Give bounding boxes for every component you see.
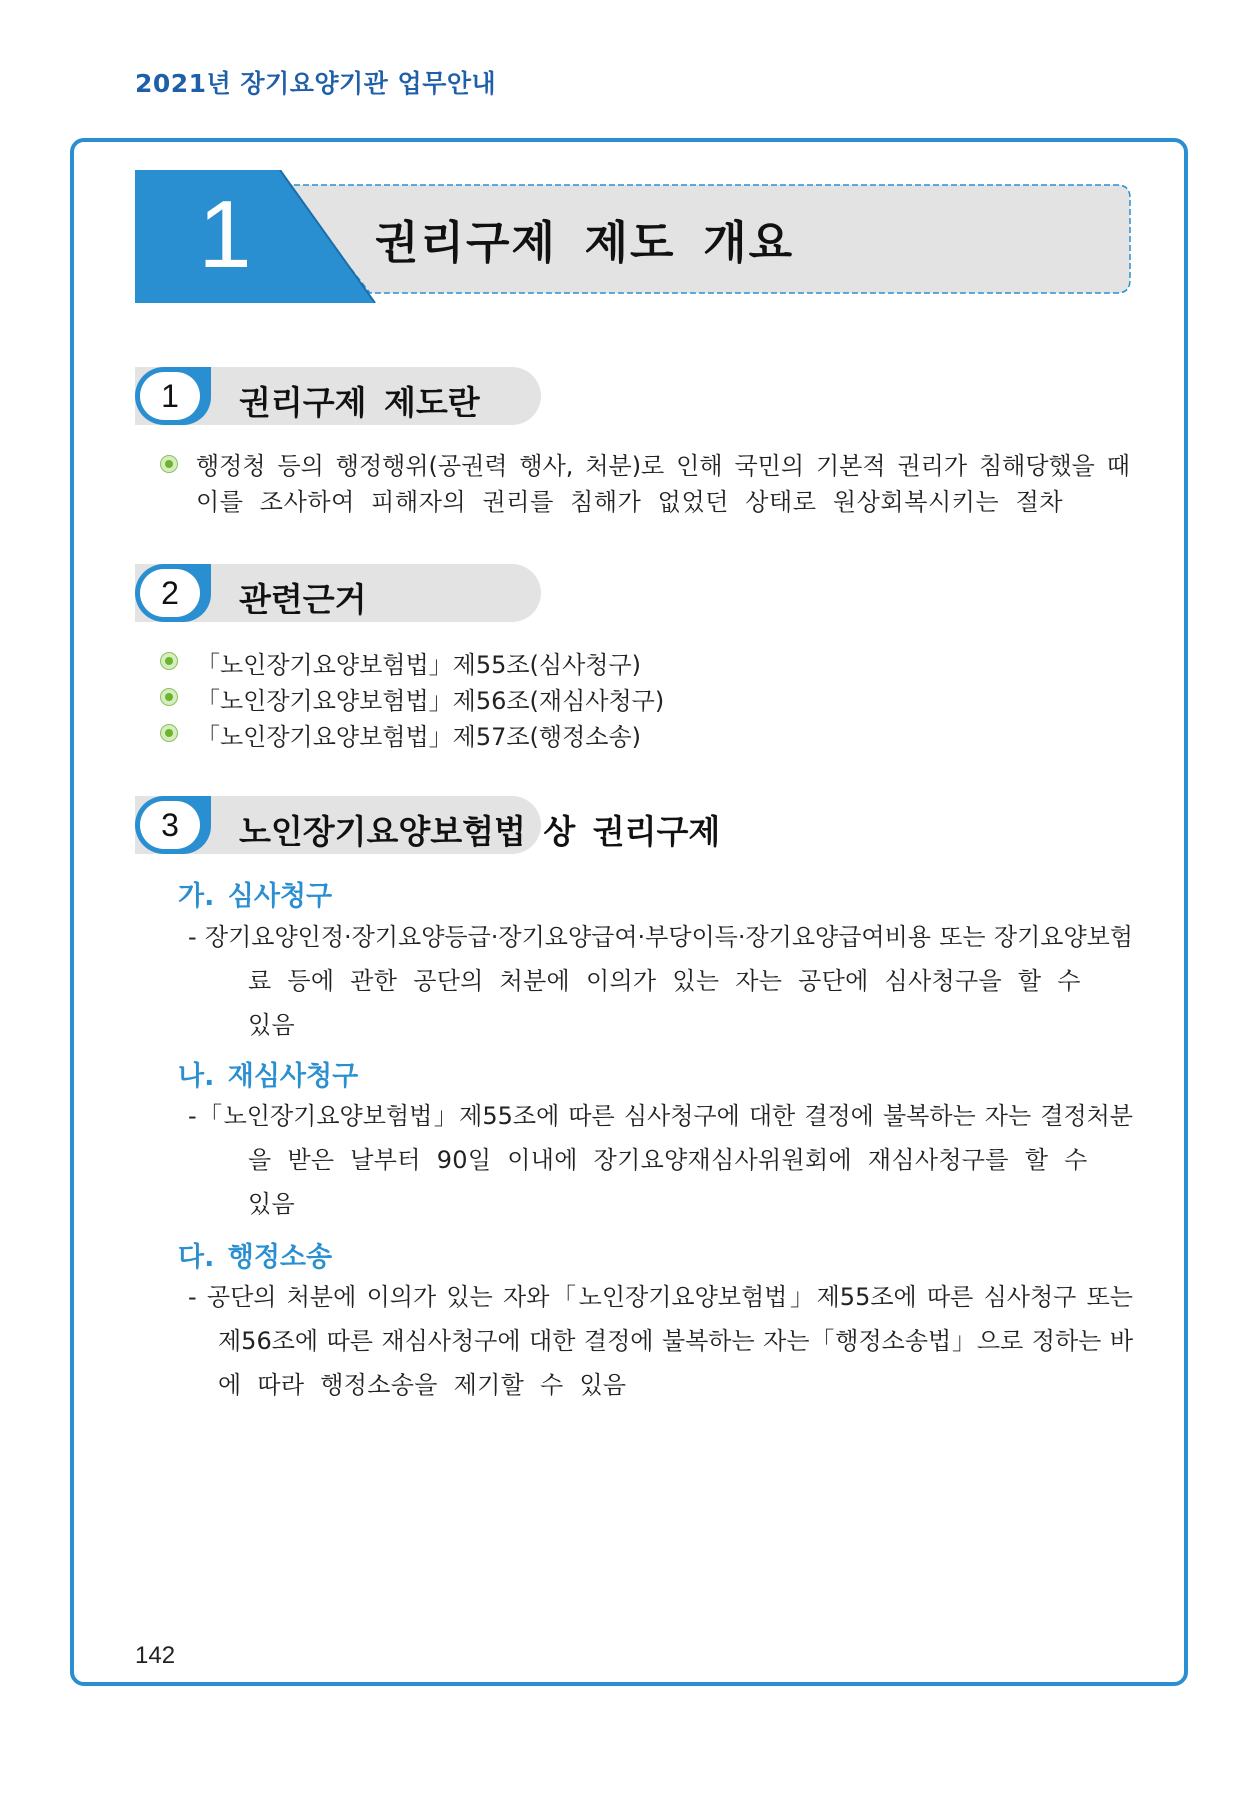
section-number: 3: [140, 801, 200, 849]
bullet-icon: [160, 724, 178, 742]
bullet-text: 「노인장기요양보험법」제56조(재심사청구): [196, 687, 665, 715]
subsection-text-line1: -「노인장기요양보험법」제55조에 따른 심사청구에 대한 결정에 불복하는 자는 결정처분: [188, 1102, 1133, 1130]
bullet-icon: [160, 455, 178, 473]
section-2-header: [135, 564, 555, 622]
subsection-text-line2: 을 받은 날부터 90일 이내에 장기요양재심사위원회에 재심사청구를 할 수 있음: [248, 1146, 1088, 1218]
bullet-item: [160, 448, 1130, 528]
subsection-text-line2: 제56조에 따른 재심사청구에 대한 결정에 불복하는 자는「행정소송법」으로 정하는 바: [218, 1327, 1133, 1355]
section-badge: [135, 796, 211, 854]
section-number: 2: [140, 569, 200, 617]
subsection-heading: 나. 재심사청구: [178, 1061, 359, 1092]
subsection-heading: 다. 행정소송: [178, 1242, 333, 1273]
page-number: 142: [135, 1642, 176, 1669]
section-title: 관련근거: [239, 580, 367, 619]
section-badge: [135, 564, 211, 622]
bullet-text: 「노인장기요양보험법」제57조(행정소송): [196, 723, 642, 751]
section-number: 1: [140, 372, 200, 420]
bullet-text: 「노인장기요양보험법」제55조(심사청구): [196, 651, 642, 679]
bullet-text-line1: 행정청 등의 행정행위(공권력 행사, 처분)로 인해 국민의 기본적 권리가 침해당했을 때: [196, 452, 1130, 480]
section-3-header: [135, 796, 735, 854]
section-badge: [135, 367, 211, 425]
subsection-text-line1: - 공단의 처분에 이의가 있는 자와「노인장기요양보험법」제55조에 따른 심사청구 또는: [188, 1283, 1133, 1311]
subsection-text-line3: 에 따라 행정소송을 제기할 수 있음: [218, 1371, 627, 1399]
chapter-title: 권리구제 제도 개요: [375, 216, 795, 269]
subsection-text-line1: - 장기요양인정·장기요양등급·장기요양급여·부당이득·장기요양급여비용 또는 장기요양보험: [188, 923, 1133, 951]
bullet-icon: [160, 688, 178, 706]
chapter-banner: [135, 170, 1135, 303]
bullet-text-line2: 이를 조사하여 피해자의 권리를 침해가 없었던 상태로 원상회복시키는 절차: [196, 488, 1064, 516]
running-header: 2021년 장기요양기관 업무안내: [135, 69, 497, 98]
chapter-number: 1: [198, 181, 252, 288]
section-title: 노인장기요양보험법 상 권리구제: [239, 812, 721, 851]
subsection-heading: 가. 심사청구: [178, 881, 333, 912]
subsection-text-line2: 료 등에 관한 공단의 처분에 이의가 있는 자는 공단에 심사청구을 할 수 있음: [248, 967, 1081, 1039]
bullet-icon: [160, 652, 178, 670]
section-title: 권리구제 제도란: [239, 383, 480, 422]
section-1-header: [135, 367, 555, 425]
